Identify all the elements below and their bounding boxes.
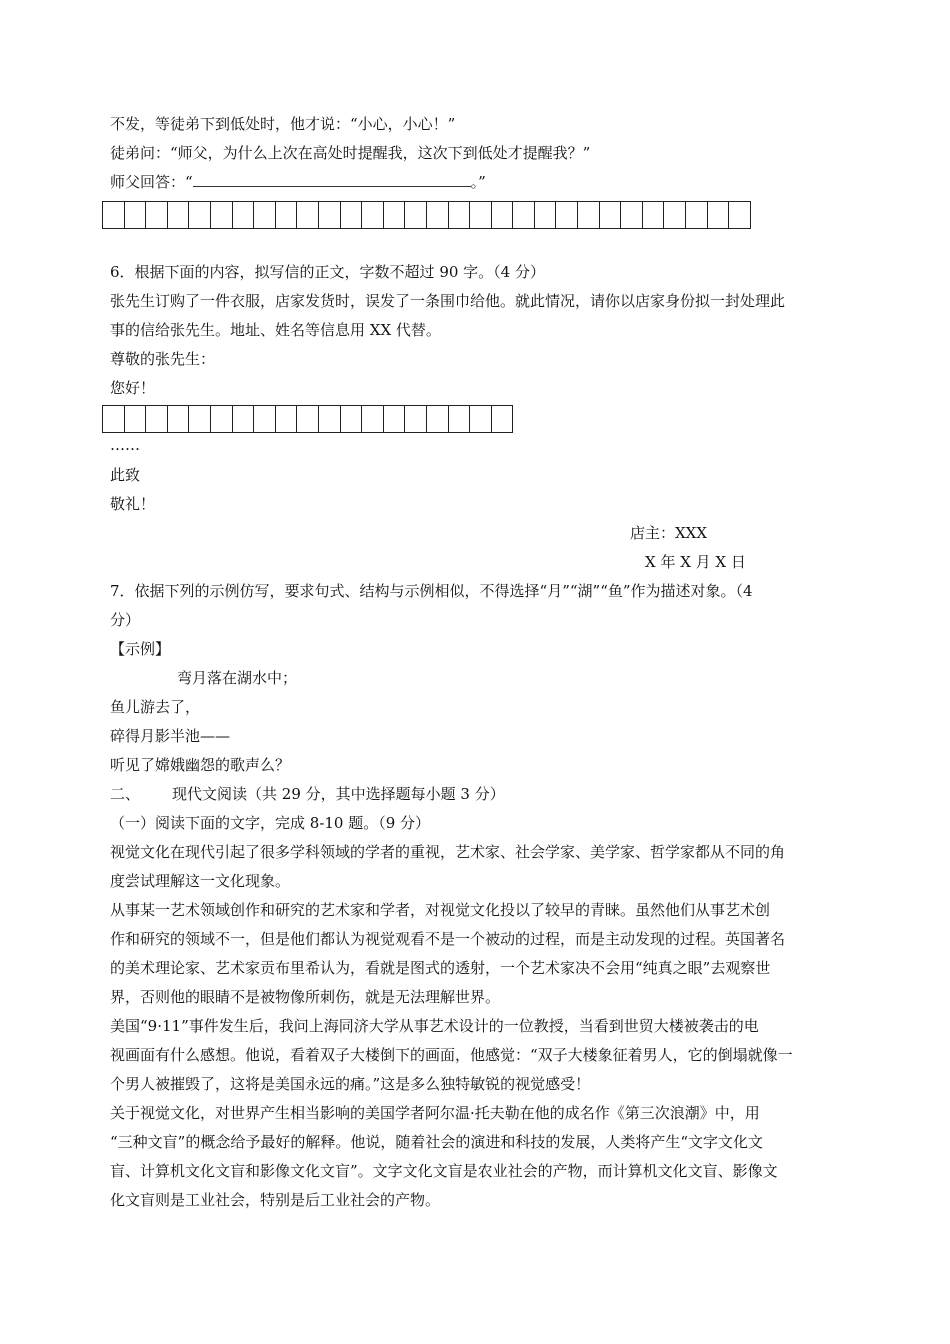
q7-title-line-1: 7．依据下列的示例仿写，要求句式、结构与示例相似，不得选择“月”“湖”“鱼”作为描述对象。（4	[110, 582, 753, 600]
grid-cell[interactable]	[276, 405, 298, 433]
passage-line-1: 视觉文化在现代引起了很多学科领域的学者的重视，艺术家、社会学家、美学家、哲学家都从不同的角	[110, 843, 786, 861]
q5-answer-suffix: 。”	[470, 173, 486, 191]
grid-cell[interactable]	[146, 201, 168, 229]
grid-cell[interactable]	[427, 201, 449, 229]
grid-cell[interactable]	[492, 405, 514, 433]
letter-signature: 店主：XXX	[630, 524, 708, 542]
q6-title: 6．根据下面的内容，拟写信的正文，字数不超过 90 字。（4 分）	[110, 263, 545, 281]
grid-cell[interactable]	[146, 405, 168, 433]
grid-cell[interactable]	[600, 201, 622, 229]
grid-cell[interactable]	[449, 405, 471, 433]
q5-answer-blank[interactable]	[193, 172, 471, 187]
grid-cell[interactable]	[362, 405, 384, 433]
passage-line-4: 作和研究的领域不一，但是他们都认为视觉观看不是一个被动的过程，而是主动发现的过程。英国著名	[110, 930, 786, 948]
grid-cell[interactable]	[513, 201, 535, 229]
grid-cell[interactable]	[319, 201, 341, 229]
q5-answer-line	[110, 171, 850, 193]
grid-cell[interactable]	[427, 405, 449, 433]
passage-line-9: 个男人被摧毁了，这将是美国永远的痛。”这是多么独特敏锐的视觉感受！	[110, 1075, 591, 1093]
grid-cell[interactable]	[729, 201, 751, 229]
letter-date: X 年 X 月 X 日	[645, 553, 746, 571]
grid-cell[interactable]	[211, 405, 233, 433]
section-2-subheading: （一）阅读下面的文字，完成 8-10 题。（9 分）	[110, 814, 431, 832]
passage-line-8: 视画面有什么感想。他说，看着双子大楼倒下的画面，他感觉：“双子大楼象征着男人，它的倒塌就像一	[110, 1046, 793, 1064]
letter-closing-2: 敬礼！	[110, 495, 156, 513]
grid-cell[interactable]	[708, 201, 730, 229]
grid-cell[interactable]	[297, 405, 319, 433]
section-2-number: 二、	[110, 785, 141, 803]
grid-cell[interactable]	[664, 201, 686, 229]
q5-answer-prefix: 师父回答：“	[110, 173, 193, 191]
q5-text-line-2: 徒弟问：“师父，为什么上次在高处时提醒我，这次下到低处才提醒我？”	[110, 144, 591, 162]
grid-cell[interactable]	[492, 201, 514, 229]
letter-greeting: 您好！	[110, 379, 156, 397]
poem-line-4: 听见了嫦娥幽怨的歌声么？	[110, 756, 291, 774]
q7-title-line-2: 分）	[110, 611, 141, 629]
grid-cell[interactable]	[103, 405, 125, 433]
grid-cell[interactable]	[341, 201, 363, 229]
section-2-title: 现代文阅读（共 29 分，其中选择题每小题 3 分）	[172, 785, 505, 803]
grid-cell[interactable]	[125, 201, 147, 229]
grid-cell[interactable]	[211, 201, 233, 229]
grid-cell[interactable]	[362, 201, 384, 229]
poem-line-2: 鱼儿游去了，	[110, 698, 201, 716]
passage-line-7: 美国“9·11”事件发生后，我问上海同济大学从事艺术设计的一位教授，当看到世贸大楼被袭击的电	[110, 1017, 759, 1035]
grid-cell[interactable]	[254, 201, 276, 229]
grid-cell[interactable]	[189, 201, 211, 229]
q5-text-line-1: 不发，等徒弟下到低处时，他才说：“小心，小心！”	[110, 115, 456, 133]
letter-salutation: 尊敬的张先生：	[110, 350, 216, 368]
grid-cell[interactable]	[470, 201, 492, 229]
grid-cell[interactable]	[125, 405, 147, 433]
grid-cell[interactable]	[276, 201, 298, 229]
grid-cell[interactable]	[621, 201, 643, 229]
grid-cell[interactable]	[405, 405, 427, 433]
grid-cell[interactable]	[643, 201, 665, 229]
q6-answer-grid[interactable]	[102, 405, 513, 433]
grid-cell[interactable]	[233, 405, 255, 433]
grid-cell[interactable]	[578, 201, 600, 229]
grid-cell[interactable]	[449, 201, 471, 229]
grid-cell[interactable]	[535, 201, 557, 229]
grid-cell[interactable]	[384, 201, 406, 229]
passage-line-11: “三种文盲”的概念给予最好的解释。他说，随着社会的演进和科技的发展，人类将产生“文字文化文	[110, 1133, 764, 1151]
grid-cell[interactable]	[168, 405, 190, 433]
grid-cell[interactable]	[168, 201, 190, 229]
grid-cell[interactable]	[254, 405, 276, 433]
passage-line-3: 从事某一艺术领域创作和研究的艺术家和学者，对视觉文化投以了较早的青睐。虽然他们从事艺术创	[110, 901, 771, 919]
grid-cell[interactable]	[470, 405, 492, 433]
grid-cell[interactable]	[556, 201, 578, 229]
passage-line-12: 盲、计算机文化文盲和影像文化文盲”。文字文化文盲是农业社会的产物，而计算机文化文盲、影像文	[110, 1162, 778, 1180]
grid-cell[interactable]	[319, 405, 341, 433]
passage-line-13: 化文盲则是工业社会，特别是后工业社会的产物。	[110, 1191, 441, 1209]
q7-example-label: 【示例】	[110, 640, 171, 658]
grid-cell[interactable]	[103, 201, 125, 229]
grid-cell[interactable]	[341, 405, 363, 433]
poem-line-1: 弯月落在湖水中；	[177, 669, 298, 687]
passage-line-6: 界，否则他的眼睛不是被物像所刺伤，就是无法理解世界。	[110, 988, 501, 1006]
q5-answer-grid[interactable]	[102, 201, 751, 229]
grid-cell[interactable]	[405, 201, 427, 229]
passage-line-2: 度尝试理解这一文化现象。	[110, 872, 291, 890]
poem-line-3: 碎得月影半池——	[110, 727, 231, 745]
section-2-heading	[110, 783, 850, 805]
q6-desc-line-2: 事的信给张先生。地址、姓名等信息用 XX 代替。	[110, 321, 441, 339]
grid-cell[interactable]	[686, 201, 708, 229]
grid-cell[interactable]	[233, 201, 255, 229]
grid-cell[interactable]	[189, 405, 211, 433]
q6-desc-line-1: 张先生订购了一件衣服，店家发货时，误发了一条围巾给他。就此情况，请你以店家身份拟一封处理此	[110, 292, 786, 310]
grid-cell[interactable]	[384, 405, 406, 433]
passage-line-10: 关于视觉文化，对世界产生相当影响的美国学者阿尔温·托夫勒在他的成名作《第三次浪潮》中，用	[110, 1104, 760, 1122]
letter-closing-1: 此致	[110, 466, 141, 484]
grid-cell[interactable]	[297, 201, 319, 229]
passage-line-5: 的美术理论家、艺术家贡布里希认为，看就是图式的透射，一个艺术家决不会用“纯真之眼”去观察世	[110, 959, 771, 977]
letter-ellipsis: ……	[110, 436, 140, 454]
